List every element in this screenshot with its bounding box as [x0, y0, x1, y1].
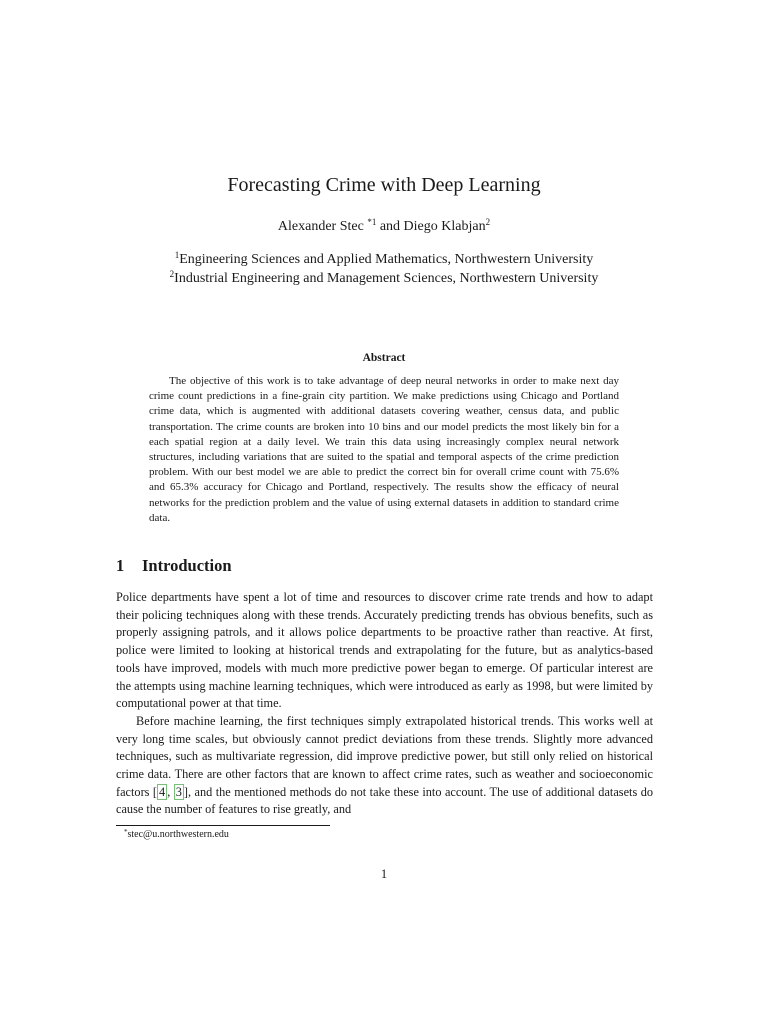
citation-link[interactable]: 4 — [159, 784, 166, 799]
author-conjunction: and — [376, 219, 404, 234]
footnote — [124, 828, 229, 842]
abstract-heading: Abstract — [362, 352, 406, 364]
section-title: Introduction — [142, 556, 232, 575]
affiliations — [0, 250, 768, 288]
affiliation-mark: 1 — [174, 250, 180, 260]
affiliation-line — [0, 269, 768, 288]
footnote-email: stec@u.northwestern.edu — [127, 829, 229, 840]
author-name: Alexander Stec — [277, 219, 368, 234]
affiliation-text: Industrial Engineering and Management Sciences, Northwestern University — [174, 271, 599, 286]
citation-separator: , — [167, 784, 174, 799]
affiliation-line — [0, 250, 768, 269]
section-number: 1 — [116, 556, 125, 575]
paper-title: Forecasting Crime with Deep Learning — [227, 174, 541, 196]
footnote-mark: * — [124, 828, 128, 836]
author-line — [0, 217, 768, 237]
author-affiliation-mark: *1 — [367, 217, 377, 227]
page-number: 1 — [380, 867, 388, 881]
paragraph-text: Before machine learning, the first techniques simply extrapolated historical trends. This works well at very long time scales, but obviously cannot predict deviations from these trends. Slightly more advanced techniques, such as multivariate regression, did improve predictive power, but still only relied on historical crime data. There are other factors that are known to affect crime rates, such as weather and socioeconomic factors [ — [116, 713, 653, 799]
affiliation-mark: 2 — [169, 269, 175, 279]
paragraph — [116, 713, 653, 819]
paragraph: Police departments have spent a lot of time and resources to discover crime rate trends and how to adapt their policing techniques along with these trends. Accurately predicting trends has obvious benefits, such as properly assigning patrols, and it allows police departments to be proactive rather than reactive. At first, police were limited to looking at historical trends and extrapolating for the future, but as analytics-based tools have improved, models with much more predictive power began to emerge. Of particular interest are the attempts using machine learning techniques, which were introduced as early as 1998, but were limited by computational power at that time. — [116, 590, 653, 711]
footnote-divider — [116, 825, 330, 826]
citation-link[interactable]: 3 — [175, 784, 182, 799]
author-affiliation-mark: 2 — [485, 217, 491, 227]
abstract-text: The objective of this work is to take advantage of deep neural networks in order to make next day crime count predictions in a fine-grain city partition. We make predictions using Chicago and Portland crime data, which is augmented with additional datasets covering weather, census data, and public transportation. The crime counts are broken into 10 bins and our model predicts the most likely bin for a each spatial region at a daily level. We train this data using increasingly complex neural network structures, including variations that are suited to the spatial and temporal aspects of the crime prediction problem. With our best model we are able to predict the correct bin for overall crime count with 75.6% and 65.3% accuracy for Chicago and Portland, respectively. The results show the efficacy of neural networks for the prediction problem and the value of using external datasets in addition to standard crime data. — [149, 375, 619, 524]
section-heading — [116, 555, 232, 577]
introduction-body — [116, 589, 653, 819]
affiliation-text: Engineering Sciences and Applied Mathematics, Northwestern University — [179, 252, 594, 267]
author-name: Diego Klabjan — [403, 219, 486, 234]
paragraph-text: ], and the mentioned methods do not take these into account. The use of additional datasets do cause the number of features to rise greatly, and — [116, 784, 653, 817]
